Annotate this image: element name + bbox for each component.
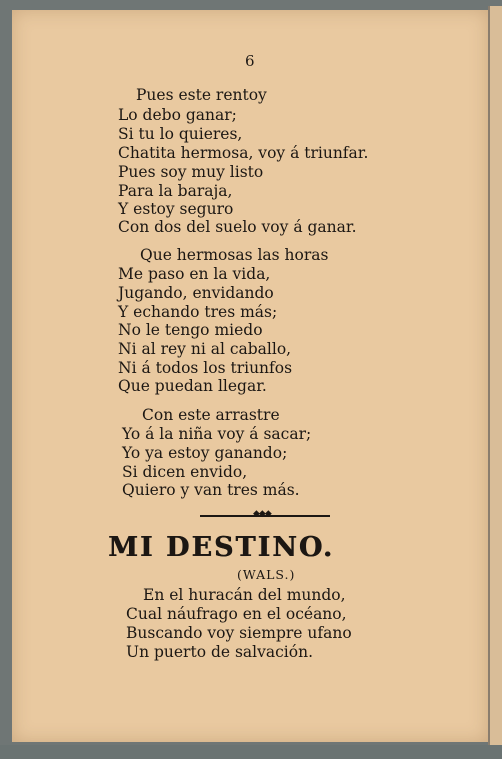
verse-line: Buscando voy siempre ufano	[126, 624, 352, 642]
verse-line: Un puerto de salvación.	[126, 643, 313, 661]
song-title: MI DESTINO.	[108, 532, 335, 563]
page-number: 6	[245, 52, 255, 70]
verse-line: Pues este rentoy	[136, 86, 267, 104]
adjacent-page-edge	[488, 6, 502, 746]
verse-line: En el huracán del mundo,	[143, 586, 346, 604]
verse-line: Jugando, envidando	[118, 284, 274, 302]
verse-line: Quiero y van tres más.	[122, 481, 300, 499]
verse-line: Cual náufrago en el océano,	[126, 605, 347, 623]
song-subtitle: (WALS.)	[237, 567, 296, 582]
verse-line: Chatita hermosa, voy á triunfar.	[118, 144, 369, 162]
verse-line: Que puedan llegar.	[118, 377, 267, 395]
verse-line: Y estoy seguro	[118, 200, 234, 218]
verse-line: Ni á todos los triunfos	[118, 359, 293, 377]
verse-line: Yo ya estoy ganando;	[122, 444, 288, 462]
verse-line: Si dicen envido,	[122, 463, 248, 481]
verse-line: Y echando tres más;	[118, 303, 278, 321]
verse-line: No le tengo miedo	[118, 321, 263, 339]
verse-line: Yo á la niña voy á sacar;	[122, 425, 312, 443]
scan-background-band	[0, 745, 502, 759]
verse-line: Que hermosas las horas	[140, 246, 329, 264]
verse-line: Para la baraja,	[118, 182, 233, 200]
verse-line: Ni al rey ni al caballo,	[118, 340, 292, 358]
verse-line: Si tu lo quieres,	[118, 125, 243, 143]
verse-line: Me paso en la vida,	[118, 265, 271, 283]
verse-line: Con dos del suelo voy á ganar.	[118, 218, 357, 236]
verse-line: Lo debo ganar;	[118, 106, 237, 124]
diamond-ornament-icon: ◆◆◆	[253, 509, 271, 519]
verse-line: Con este arrastre	[142, 406, 280, 424]
verse-line: Pues soy muy listo	[118, 163, 264, 181]
ornamental-divider	[200, 509, 330, 519]
